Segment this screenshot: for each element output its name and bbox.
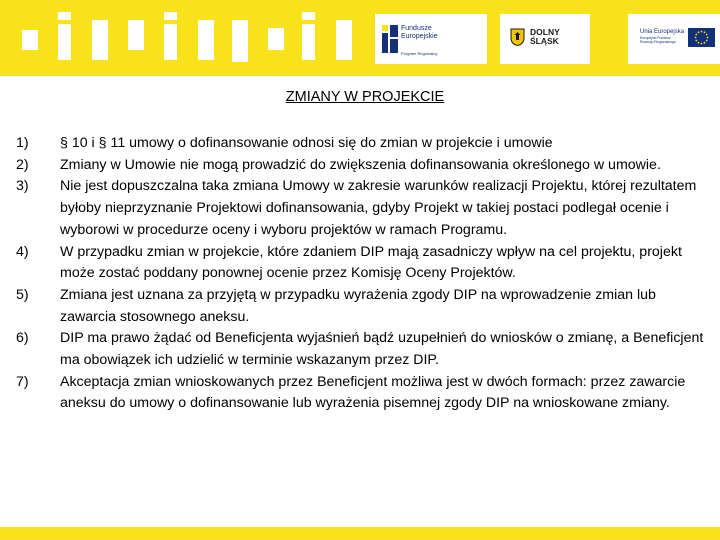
logo-subtitle-line: Rozwoju Regionalnego [640, 40, 676, 45]
list-item [0, 372, 720, 415]
decorative-shape [164, 12, 177, 20]
decorative-shape [92, 20, 108, 60]
list-item-text: Nie jest dopuszczalna taka zmiana Umowy w zakresie warunków realizacji Projektu, której rezultatem byłoby nieprzyznanie Projektowi dofinansowania, gdyby Projekt w takiej postaci podlegał ocenie i wyborowi w procedurze oceny i wyboru projektów w ramach Programu. [60, 178, 697, 238]
header-bar [0, 0, 720, 76]
decorative-shape [232, 20, 248, 62]
dolny-slask-title [530, 28, 560, 46]
decorative-shape [58, 24, 71, 60]
logo-title-line: Europejskie [401, 33, 438, 40]
list-item [0, 155, 720, 177]
decorative-shape [336, 20, 352, 60]
list-item [0, 285, 720, 328]
list-item [0, 242, 720, 285]
fundusze-europejskie-mark-icon [382, 25, 398, 53]
fundusze-europejskie-subtitle: Program Regionalny [401, 51, 438, 56]
fundusze-europejskie-title [401, 25, 438, 41]
list-item-text: Akceptacja zmian wnioskowanych przez Beneficjent możliwa jest w dwóch formach: przez zawarcie aneksu do umowy o dofinansowanie lub wyrażenia pisemnej zgody DIP na wnioskowane zmiany. [60, 373, 686, 412]
decorative-shape [128, 20, 144, 50]
list-item-text: DIP ma prawo żądać od Beneficjenta wyjaśnień bądź uzupełnień do wniosków o zmianę, a Beneficjent ma obowiązek ich udzielić w terminie wskazanym przez DIP. [60, 330, 704, 369]
decorative-shape [198, 20, 214, 60]
dolny-slask-logo [500, 14, 590, 64]
decorative-shape [58, 12, 71, 20]
logo-subtitle-line: Europejski Fundusz [640, 36, 671, 40]
fundusze-europejskie-logo [375, 14, 487, 64]
footer-bar [0, 527, 720, 540]
list-item-number: 5) [16, 286, 29, 303]
page-title: ZMIANY W PROJEKCIE [285, 89, 445, 105]
unia-europejska-title: Unia Europejska [640, 29, 685, 35]
list-item-number: 2) [16, 156, 29, 173]
list-item-text: W przypadku zmian w projekcie, które zdaniem DIP mają zasadniczy wpływ na cel projektu, projekt może zostać poddany ponownej ocenie przez Komisję Oceny Projektów. [60, 243, 682, 282]
list-item [0, 328, 720, 371]
list-item [0, 176, 720, 241]
eagle-coat-of-arms-icon [510, 28, 525, 46]
unia-europejska-subtitle [640, 36, 676, 44]
decorative-shape [268, 28, 284, 50]
list-item-text: § 10 i § 11 umowy o dofinansowanie odnosi się do zmian w projekcie i umowie [60, 135, 553, 151]
numbered-list [0, 133, 720, 415]
list-item-number: 7) [16, 373, 29, 390]
logo-title-line: ŚLĄSK [530, 36, 559, 46]
list-item-number: 3) [16, 178, 29, 195]
decorative-shape [164, 24, 177, 60]
unia-europejska-logo [628, 14, 720, 64]
list-item-number: 1) [16, 135, 29, 151]
decorative-shape [22, 30, 38, 50]
list-item [0, 133, 720, 155]
list-item-text: Zmiany w Umowie nie mogą prowadzić do zwiększenia dofinansowania określonego w umowie. [60, 156, 661, 173]
list-item-number: 4) [16, 243, 29, 260]
list-item-text: Zmiana jest uznana za przyjętą w przypadku wyrażenia zgody DIP na wprowadzenie zmian lub zawarcia stosownego aneksu. [60, 286, 656, 325]
decorative-shape [302, 12, 315, 20]
logo-title-line: Fundusze [401, 25, 432, 32]
logo-title-line: DOLNY [530, 27, 560, 37]
decorative-shape [302, 24, 315, 60]
list-item-number: 6) [16, 330, 29, 347]
eu-flag-icon [688, 28, 715, 47]
